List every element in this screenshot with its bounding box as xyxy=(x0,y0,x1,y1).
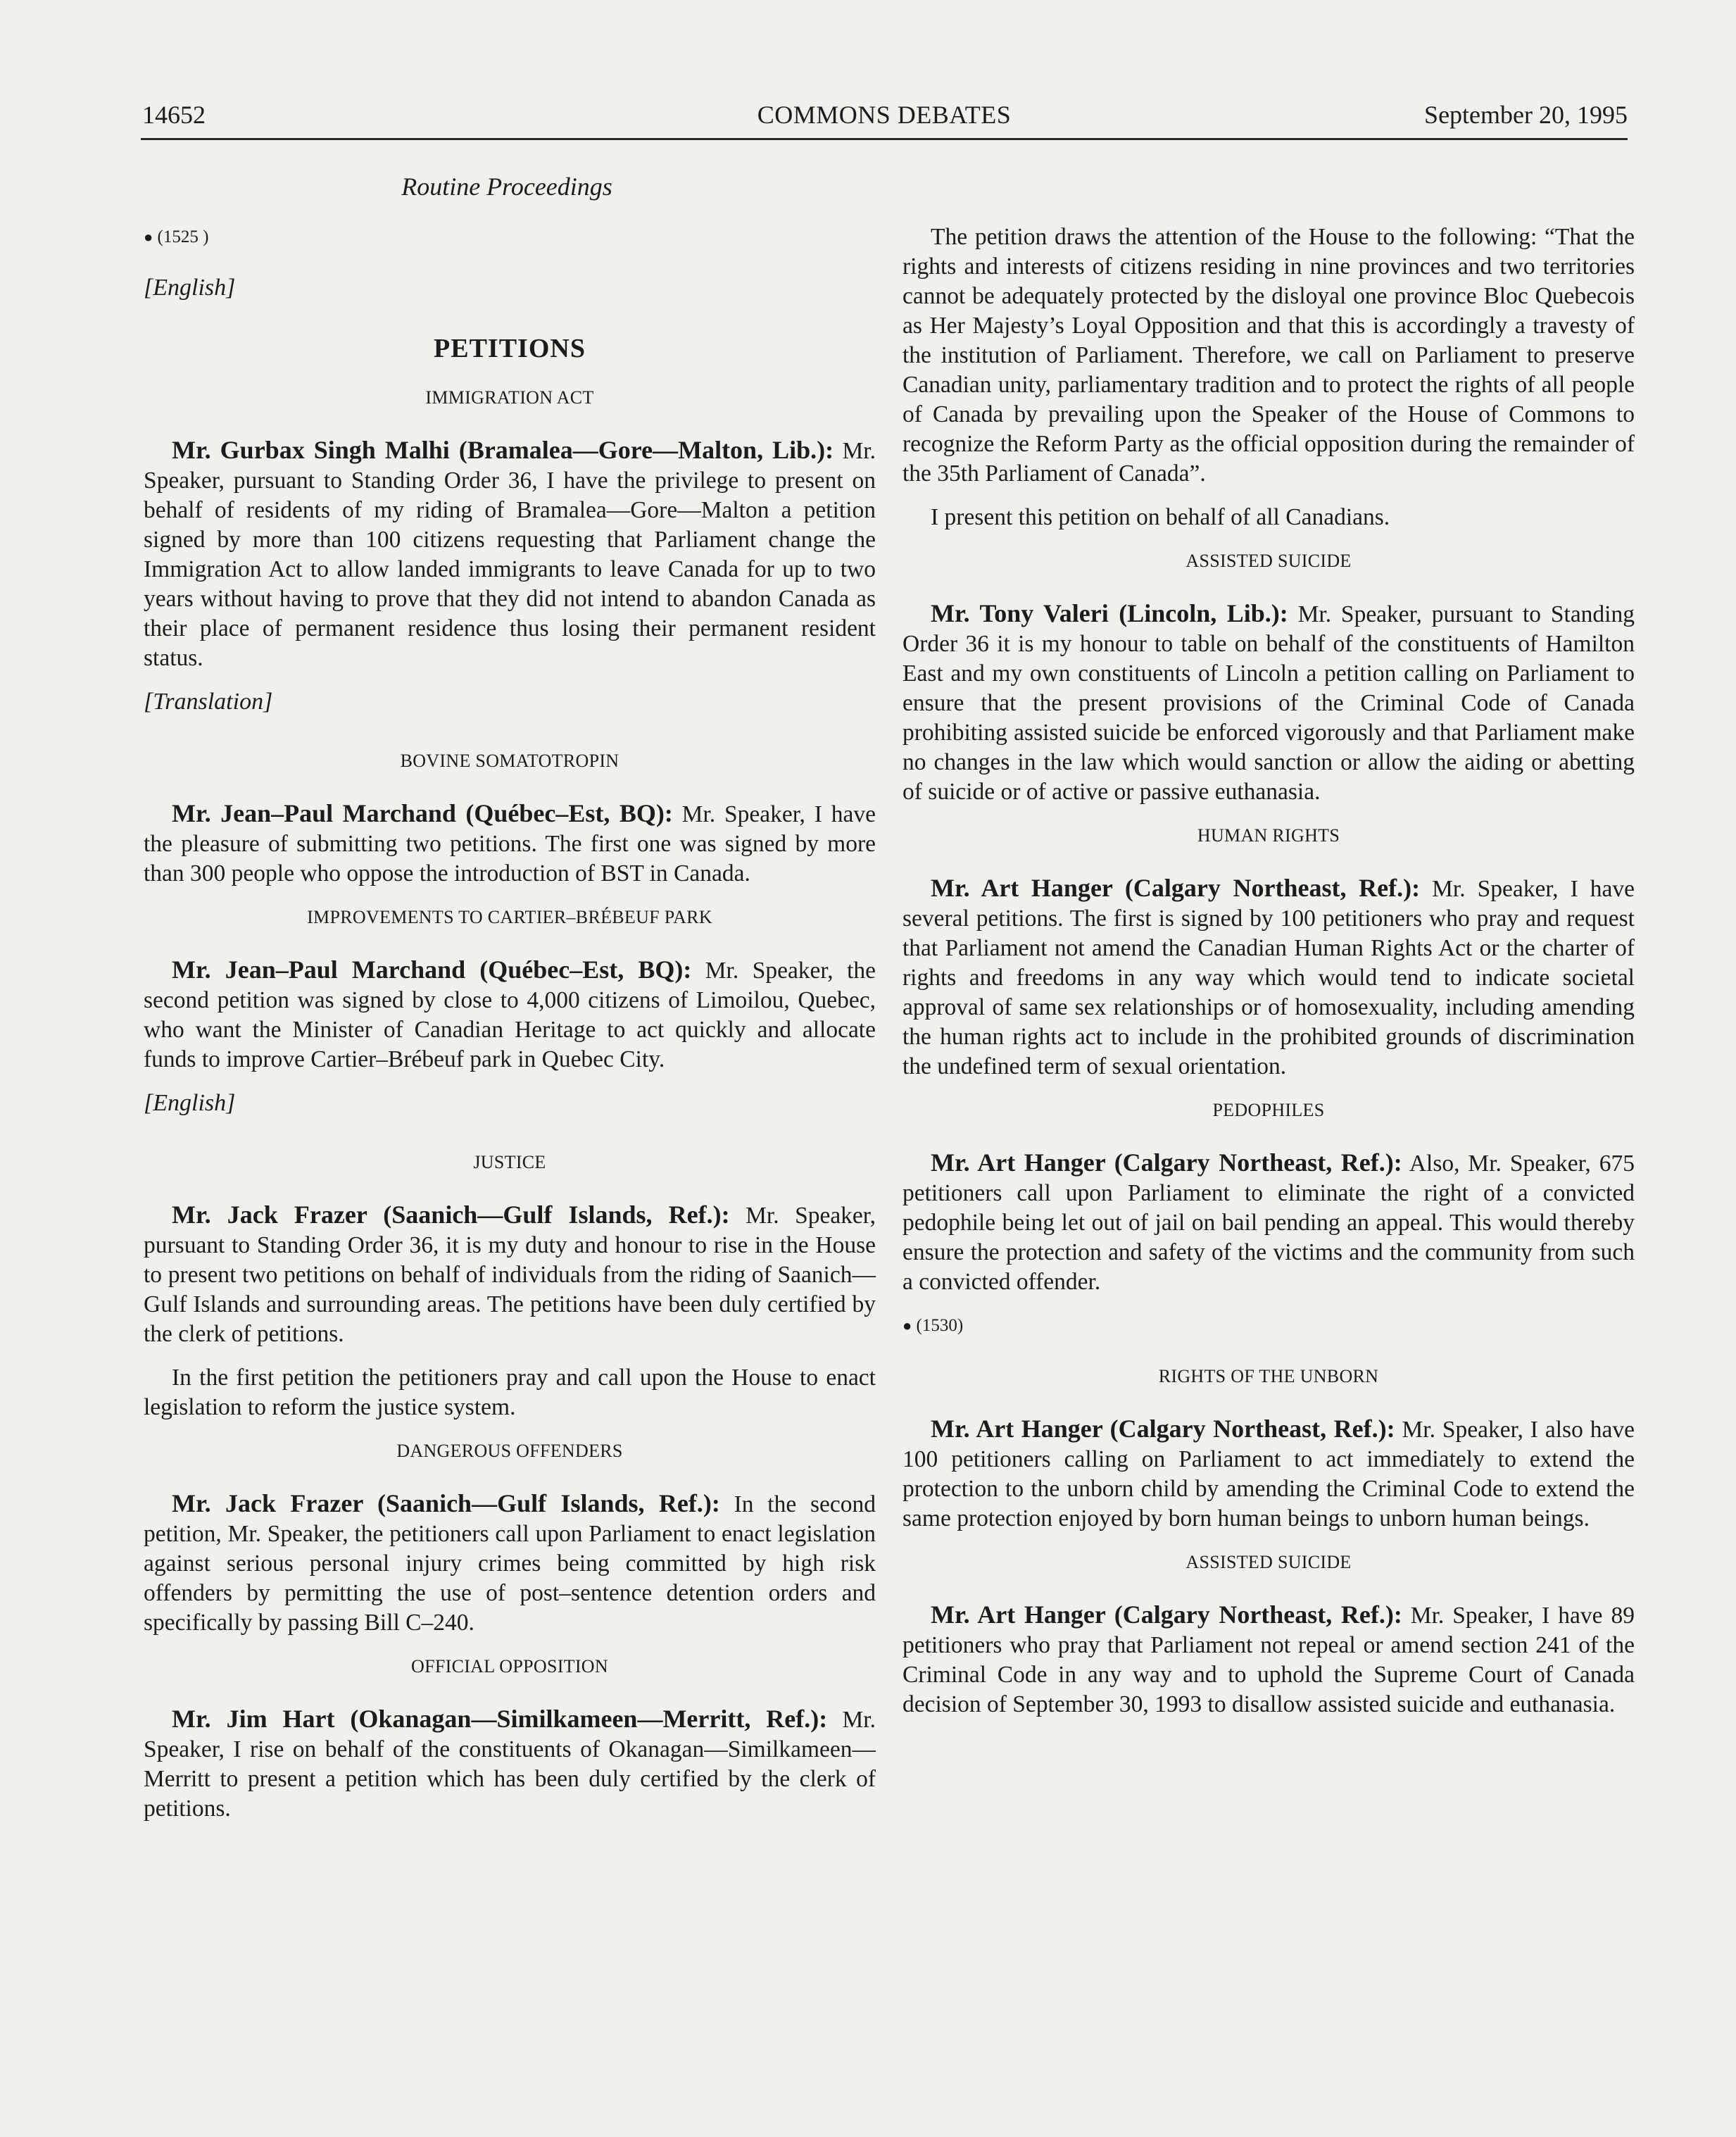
paragraph-marchand-2: Mr. Jean–Paul Marchand (Québec–Est, BQ): Mr. Speaker, the second petition was signed by close to 4,000 citizens of Limoilou, Quebec, who want the Minister of Canadian Heritage to act quickly and allocate funds to improve Cartier–Brébeuf park in Quebec City. xyxy=(144,955,876,1072)
publication-title: COMMONS DEBATES xyxy=(757,101,1012,129)
speaker-name: Mr. Art Hanger (Calgary Northeast, Ref.): xyxy=(931,1600,1402,1629)
subheading-justice: JUSTICE xyxy=(473,1152,546,1172)
paragraph-frazer-2: Mr. Jack Frazer (Saanich—Gulf Islands, Ref.): In the second petition, Mr. Speaker, the petitioners call upon Parliament to enact legislation against serious personal injury crimes being committed by high risk offenders by permitting the use of post–sentence detention orders and specifically by passing Bill C–240. xyxy=(144,1489,876,1636)
bullet-icon: ● xyxy=(144,228,153,246)
speaker-name: Mr. Jean–Paul Marchand (Québec–Est, BQ): xyxy=(172,799,673,827)
paragraph-hanger-4: Mr. Art Hanger (Calgary Northeast, Ref.): Mr. Speaker, I have 89 petitioners who pray that Parliament not repeal or amend section 241 of the Criminal Code in any way and to uphold the Supreme Court of Canada decision of September 30, 1993 to disallow assisted suicide and euthanasia. xyxy=(902,1600,1635,1717)
header-rule xyxy=(141,138,1628,140)
subheading-assisted-suicide-2: ASSISTED SUICIDE xyxy=(1185,1552,1352,1572)
speaker-name: Mr. Art Hanger (Calgary Northeast, Ref.): xyxy=(931,1148,1402,1177)
petitions-heading: PETITIONS xyxy=(434,334,586,363)
speaker-name: Mr. Tony Valeri (Lincoln, Lib.): xyxy=(931,599,1288,627)
speaker-name: Mr. Jean–Paul Marchand (Québec–Est, BQ): xyxy=(172,955,692,984)
subheading-opposition: OFFICIAL OPPOSITION xyxy=(411,1656,608,1677)
subheading-bovine: BOVINE SOMATOTROPIN xyxy=(400,751,619,771)
speaker-name: Mr. Jack Frazer (Saanich—Gulf Islands, Ref.): xyxy=(172,1489,720,1517)
paragraph-frazer-1b: In the first petition the petitioners pray and call upon the House to enact legislation to reform the justice system. xyxy=(144,1365,876,1420)
paragraph-hanger-2: Mr. Art Hanger (Calgary Northeast, Ref.): Also, Mr. Speaker, 675 petitioners call upon Parliament to eliminate the right of a convicted pedophile being let out of jail on bail pending an appeal. This would thereby ensure the protection and safety of the victims and the community from such a convicted offender. xyxy=(902,1148,1635,1295)
speaker-name: Mr. Gurbax Singh Malhi (Bramalea—Gore—Malton, Lib.): xyxy=(172,436,834,464)
language-marker: [English] xyxy=(144,1090,236,1116)
language-marker: [Translation] xyxy=(144,689,273,715)
bullet-icon: ● xyxy=(902,1317,912,1334)
paragraph-hart: Mr. Jim Hart (Okanagan—Similkameen—Merritt, Ref.): Mr. Speaker, I rise on behalf of the constituents of Okanagan—Similkameen—Merritt to present a petition which has been duly certified by the clerk of petitions. xyxy=(144,1705,876,1822)
subheading-human-rights: HUMAN RIGHTS xyxy=(1197,825,1340,846)
language-marker: [English] xyxy=(144,275,236,301)
paragraph-hanger-3: Mr. Art Hanger (Calgary Northeast, Ref.): Mr. Speaker, I also have 100 petitioners calling on Parliament to act immediately to extend the protection to the unborn child by amending the Criminal Code to extend the same protection enjoyed by born human beings to unborn human beings. xyxy=(902,1415,1635,1531)
running-head xyxy=(141,100,1628,138)
paragraph-malhi: Mr. Gurbax Singh Malhi (Bramalea—Gore—Malton, Lib.): Mr. Speaker, pursuant to Standing Order 36, I have the privilege to present on behalf of residents of my riding of Bramalea—Gore—Malton a petition signed by more than 100 citizens requesting that Parliament change the Immigration Act to allow landed immigrants to leave Canada for up to two years without having to prove that they did not intend to abandon Canada as their place of permanent residence thus losing their permanent resident status. xyxy=(144,436,876,671)
speaker-name: Mr. Jim Hart (Okanagan—Similkameen—Merritt, Ref.): xyxy=(172,1705,828,1733)
section-heading: Routine Proceedings xyxy=(401,173,612,201)
subheading-unborn: RIGHTS OF THE UNBORN xyxy=(1158,1366,1379,1386)
subheading-pedophiles: PEDOPHILES xyxy=(1212,1100,1325,1120)
subheading-assisted-suicide: ASSISTED SUICIDE xyxy=(1185,551,1352,571)
right-column xyxy=(902,223,1635,1734)
page-number: 14652 xyxy=(142,101,206,129)
speaker-name: Mr. Art Hanger (Calgary Northeast, Ref.): xyxy=(931,1415,1395,1443)
time-stamp: ● (1530) xyxy=(902,1316,964,1335)
publication-date: September 20, 1995 xyxy=(1424,101,1628,129)
subheading-immigration: IMMIGRATION ACT xyxy=(425,387,594,408)
time-stamp: ● (1525 ) xyxy=(144,227,209,246)
left-column xyxy=(144,223,876,1838)
paragraph-frazer-1: Mr. Jack Frazer (Saanich—Gulf Islands, Ref.): Mr. Speaker, pursuant to Standing Order 36, it is my duty and honour to rise in the House to present two petitions on behalf of individuals from the riding of Saanich—Gulf Islands and surrounding areas. The petitions have been duly certified by the clerk of petitions. xyxy=(144,1201,876,1347)
paragraph-valeri: Mr. Tony Valeri (Lincoln, Lib.): Mr. Speaker, pursuant to Standing Order 36 it is my honour to table on behalf of the constituents of Hamilton East and my own constituents of Lincoln a petition calling on Parliament to ensure that the present provisions of the Criminal Code of Canada prohibiting assisted suicide be enforced vigorously and that Parliament make no changes in the law which would sanction or allow the aiding or abetting of suicide or of active or passive euthanasia. xyxy=(902,599,1635,805)
speaker-name: Mr. Art Hanger (Calgary Northeast, Ref.): xyxy=(931,874,1421,902)
paragraph-hanger-1: Mr. Art Hanger (Calgary Northeast, Ref.): Mr. Speaker, I have several petitions. The first is signed by 100 petitioners who pray and request that Parliament not amend the Canadian Human Rights Act or the charter of rights and freedoms in any way which would tend to indicate societal approval of same sex relationships or of homosexuality, including amending the human rights act to include in the prohibited grounds of discrimination the undefined term of sexual orientation. xyxy=(902,874,1635,1079)
paragraph-hart-continued: The petition draws the attention of the House to the following: “That the rights and interests of citizens residing in nine provinces and two territories cannot be adequately protected by the disloyal one province Bloc Quebecois as Her Majesty’s Loyal Opposition and that this is accordingly a travesty of the institution of Parliament. Therefore, we call on Parliament to preserve Canadian unity, parliamentary tradition and to protect the rights of all people of Canada by prevailing upon the Speaker of the House of Commons to recognize the Reform Party as the official opposition during the remainder of the 35th Parliament of Canada”. xyxy=(902,224,1635,487)
subheading-dangerous: DANGEROUS OFFENDERS xyxy=(396,1441,623,1461)
paragraph-marchand-1: Mr. Jean–Paul Marchand (Québec–Est, BQ): Mr. Speaker, I have the pleasure of submitting two petitions. The first one was signed by more than 300 people who oppose the introduction of BST in Canada. xyxy=(144,799,876,886)
subheading-cartier: IMPROVEMENTS TO CARTIER–BRÉBEUF PARK xyxy=(307,907,712,927)
speaker-name: Mr. Jack Frazer (Saanich—Gulf Islands, Ref.): xyxy=(172,1201,730,1229)
paragraph-hart-closing: I present this petition on behalf of all Canadians. xyxy=(931,504,1390,530)
